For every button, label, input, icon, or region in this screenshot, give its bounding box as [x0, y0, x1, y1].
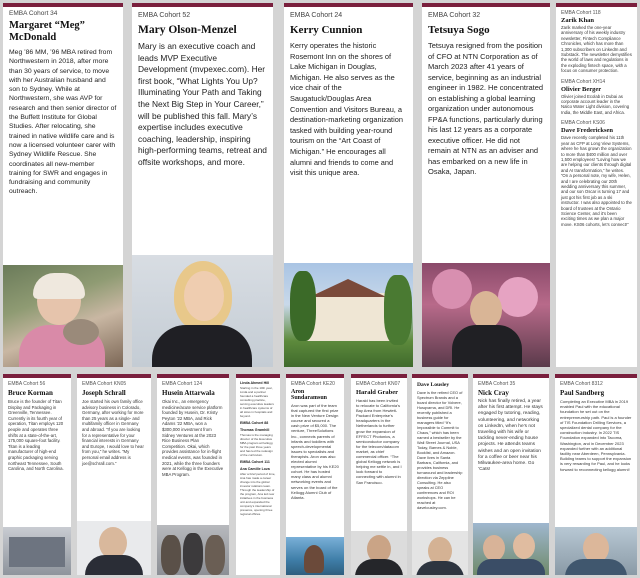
profile-photo	[3, 265, 123, 367]
profile-bio: Olivier joined Ecolab in Dubai as corporate account leader in the Nalco Water Light division, covering India, the Middle East, and Africa.	[561, 93, 630, 115]
profile-name: Paul Sandberg	[560, 389, 605, 397]
cohort-label: EMBA Cohort 24	[290, 12, 343, 19]
profile-bio: Dave recently completed his 11th year as CFP at Long View Systems, where he has grown the organization to more than $400 million and over 1,500 employees! “Loving how we are helping our clients through digital and AI transformation,” he writes. “On a personal note, my wife, Helen, and I are celebrating our 20th wedding anniversary this summer, and our son Oscar is turning 17 and just got his first job as a ski instructor. I was also appointed to the board of trustees at the Ontario Science Center, and it’s been exciting times as we plan a major move. KS06 cohorts, let’s connect!”	[561, 135, 632, 227]
profile-name: Zarik Khan	[561, 17, 595, 24]
profile-card-kerry-cunnion	[284, 3, 413, 367]
profile-name: Margaret “Meg” McDonald	[9, 20, 85, 43]
profile-name: Ana Camille Loza	[240, 467, 270, 471]
profile-name: Aron Sundaramsun	[291, 389, 328, 401]
profile-bio: Completing an Executive MBA in 2019 enabled Paul with the educational foundation he set out on the entrepreneurship path. Paul is a founder of TIS Foundation Drilling Services, a specialized dental company for the construction industry. In 2022 TIS Foundation expanded into Tacoma, Washington, and in December 2023 expanded further with an additional facility near Aberdeen, Pennsylvania. Building teams to support the expansion is very rewarding for Paul, and he looks forward to reconnecting kellogg alumni!	[560, 399, 632, 472]
profile-bio: Joe started his own family office advisory business in Colorado, Germany, after working for more than 25 years as a single- and multifamily officer in Germany and abroad. “If you are looking for a representative for your financial interests in Germany and Europe, I would love to hear from you,” he writes. “My personal email address is joe@schrall.com.”	[82, 399, 144, 466]
cohort-label: EMBA Cohort XH14	[561, 78, 606, 85]
profile-name: Tetsuya Sogo	[428, 24, 490, 36]
profile-bio: Aron was part of the team that captured the first prize in the New Venture Design course and secured a cash prize of $5,000. The venture, ThreeSolutions Inc., connects parents of infants and toddlers with speech-developmental issues to specialists and therapists. Aron was also elected alumni representative by his KE20 cohort. He has hosted many class and alumni networking events and serves on the board of the Kellogg Alumni Club of Atlanta.	[291, 403, 339, 500]
profile-photo	[473, 523, 549, 575]
profile-name: Kerry Cunnion	[290, 24, 363, 36]
profile-bio: Meg ’86 MM, ’96 MBA retired from Northwestern in 2018, after more than 30 years of service, to move with her Australian husband and son to Sydney. While at Northwestern, she was AVP for research and then senior director of the Buffett Institute for Global Studies. After relocating, she trained in native wildlife care and is now a licensed volunteer carer with Sydney Wildlife Rescue. She coordinates all new-member training for SWR and engages in fundraising and community outreach.	[9, 49, 117, 196]
profile-name: Linda Ahmed Hill	[240, 381, 270, 385]
profile-bio: Nick has finally retired, a year after his first attempt. He stays engaged by tutoring, reading, volunteering, and networking on LinkedIn, when he’s not traveling with his wife or tackling never-ending house projects. He attends teams wishes and an open invitation for a coffee or beer near his Milwaukee-area home. Go ‘Cats!	[478, 399, 543, 473]
profile-card-husein-attarwala	[157, 374, 229, 575]
profile-photo	[3, 527, 71, 575]
profile-name: Bruce Korman	[8, 389, 53, 397]
profile-photo	[286, 537, 344, 575]
multi-profile-card	[236, 374, 280, 575]
cohort-label: EMBA Cohort 88	[240, 421, 269, 425]
profile-card-aron-sundaramsun	[286, 374, 344, 575]
profile-card-tetsuya-sogo	[422, 3, 550, 367]
cohort-label: EMBA Cohort 118	[561, 10, 601, 16]
profile-bio: Thomas is the managing director of the Executive MBA program at Kellogg for the past three years and has led the redesign of the curriculum.	[240, 433, 273, 457]
profile-name: Harald Graber	[356, 389, 399, 396]
profile-photo	[132, 255, 273, 367]
profile-name: Nick Cray	[478, 389, 509, 397]
profile-name: Mary Olson-Menzel	[138, 24, 237, 36]
profile-bio: Bruce is the founder of Titan Display and Packaging in Greenville, Tennessee. Currently in its fourth year of operation, Titan employs 120 people and operates three shifts at a state-of-the-art, 175,000 square-foot facility. Titan is a leading manufacturer of high-end graphic packaging serving northeast Tennessee, South Carolina, and North Carolina.	[8, 399, 64, 472]
profile-bio: Zarik marked the one-year anniversary of his weekly industry newsletter, Fintech Compliance Chronicles, which has more than 1,300 subscribers on LinkedIn and Substack. The newsletter demystifies the world of laws and regulations in the exploding fintech space, with a focus on consumer protection.	[561, 25, 632, 74]
profile-bio: Kerry operates the historic Rosemont Inn on the shores of Lake Michigan in Douglas, Michigan. He also serves as the vice chair of the Saugatuck/Douglas Area Convention and Visitors Bureau, a destination-marketing organization tasked with building year-round tourism on the “Art Coast of Michigan.” He encourages all alumni and friends to come and visit this unique area.	[290, 41, 403, 178]
profile-bio: Okai Inc., an emergency medicine/acute service platform founded by Husein, Dr. Kristy Peyton ’22 MBA, and Rick Adams ’22 MBA, won a $300,000 investment from Sidney Ventures at the 2023 Rice Business Plan Competition. Okai, which provides assistance for in-flight medical events, was founded in 2021, while the three founders were at Kellogg in the Executive MBA Program.	[162, 399, 224, 477]
cohort-label: EMBA Cohort 32	[428, 12, 481, 19]
cohort-label: EMBA Cohort 34	[9, 10, 58, 17]
cohort-label: EMBA Cohort 8312	[560, 381, 603, 387]
cohort-label: EMBA Cohort KN07	[356, 381, 401, 387]
profile-name: Dave Fredericksen	[561, 127, 614, 135]
profile-card-paul-sandberg	[555, 374, 637, 575]
profile-card-dave-lousley	[412, 374, 468, 575]
cohort-label: EMBA Cohort 52	[138, 12, 191, 19]
profile-name: Joseph Schrall	[82, 389, 126, 397]
profile-photo	[422, 263, 550, 367]
right-column-card	[556, 3, 637, 367]
profile-name: Olivier Berger	[561, 85, 602, 93]
profile-card-mary-olson-menzel	[132, 3, 273, 367]
cohort-label: EMBA Cohort 124	[162, 381, 203, 387]
cohort-label: EMBA Cohort 35	[478, 381, 516, 387]
profile-photo	[77, 521, 151, 575]
profile-bio: Tetsuya resigned from the position of CFO at NTN Corporation as of March 2023 after 41 years of service, beginning as an industrial engineer in 1982. He concentrated on establishing a global learning organization under autonomous FP&A functions, particularly during his last 12 years as a corporate executive officer. He did not remain at NTN as an adviser and has embarked on a new life in Osaka, Japan.	[428, 41, 544, 176]
profile-photo	[284, 263, 413, 367]
profile-card-harald-graber	[351, 374, 407, 575]
profile-name: Thomas Gramhill	[240, 428, 270, 432]
profile-photo	[351, 531, 407, 575]
profile-name: Husein Attarwala	[162, 389, 215, 397]
profile-card-bruce-korman	[3, 374, 71, 575]
profile-photo	[555, 527, 637, 575]
cohort-label: EMBA Cohort KS06	[561, 120, 605, 127]
cohort-label: EMBA Cohort 111	[240, 460, 270, 464]
cohort-label: EMBA Cohort 56	[8, 381, 46, 387]
profile-photo	[157, 525, 229, 575]
cohort-label: EMBA Cohort KE20	[291, 381, 335, 387]
profile-bio: Harald has been invited to relocate to California’s Bay Area from Hewlett-Packard Enterprise’s headquarters in the Netherlands to further grow the expansion of EFFECT Photonics, a semiconductor company for the telecom/datacom market, as chief commercial officer. “The global Kellogg network is helping me settle in, and I look forward to connecting with alumni in San Francisco.	[356, 398, 402, 485]
profile-card-nick-cray	[473, 374, 549, 575]
profile-bio: Starting in the 10th year, Linda and a partner founded a healthcare consulting practice, serving executive leaders in healthcare systems of all sizes in hospitals and beyond.	[240, 386, 274, 418]
profile-bio: Mary is an executive coach and leads MVP Executive Development (mvpexec.com). Her first book, “What Lights You Up? Illuminating Your Path and Taking the Next Big Step in Your Career,” will be published this fall. Mary’s expertise includes executive coaching, leadership, inspiring high-performing teams, retreat and offsite workshops, and more.	[138, 41, 267, 167]
profile-photo	[412, 531, 468, 575]
profile-card-meg-mcdonald	[3, 3, 123, 367]
profile-bio: After a brief period of time, Ana has made a career change into the global investor relations team. Through the leadership of the program, Ana led new initiatives in the business unit and expanded the company’s international presence, opening three regional offices.	[240, 472, 276, 516]
cohort-label: EMBA Cohort KN05	[82, 381, 127, 387]
profile-bio: Dave is the retired CEO of Spectrum Brands and a board director for Volvere, Husqvarna, and DRI. He recently published a business guide for managers titled “It’s Impossible to Commit to Chaos,” which has been named a bestseller by the Wall Street Journal, USA Today, Barnes & Noble, Booklist, and Amazon. Dave lives in Santa Barbara, California, and provides business turnaround and leadership direction via Zeppline Consulting. He also speaks at CEO conferences and ROI workshops. He can be reached at davelousley.com.	[417, 390, 463, 510]
profile-name: Dave Lousley	[417, 382, 450, 388]
profile-card-joseph-schrall	[77, 374, 151, 575]
